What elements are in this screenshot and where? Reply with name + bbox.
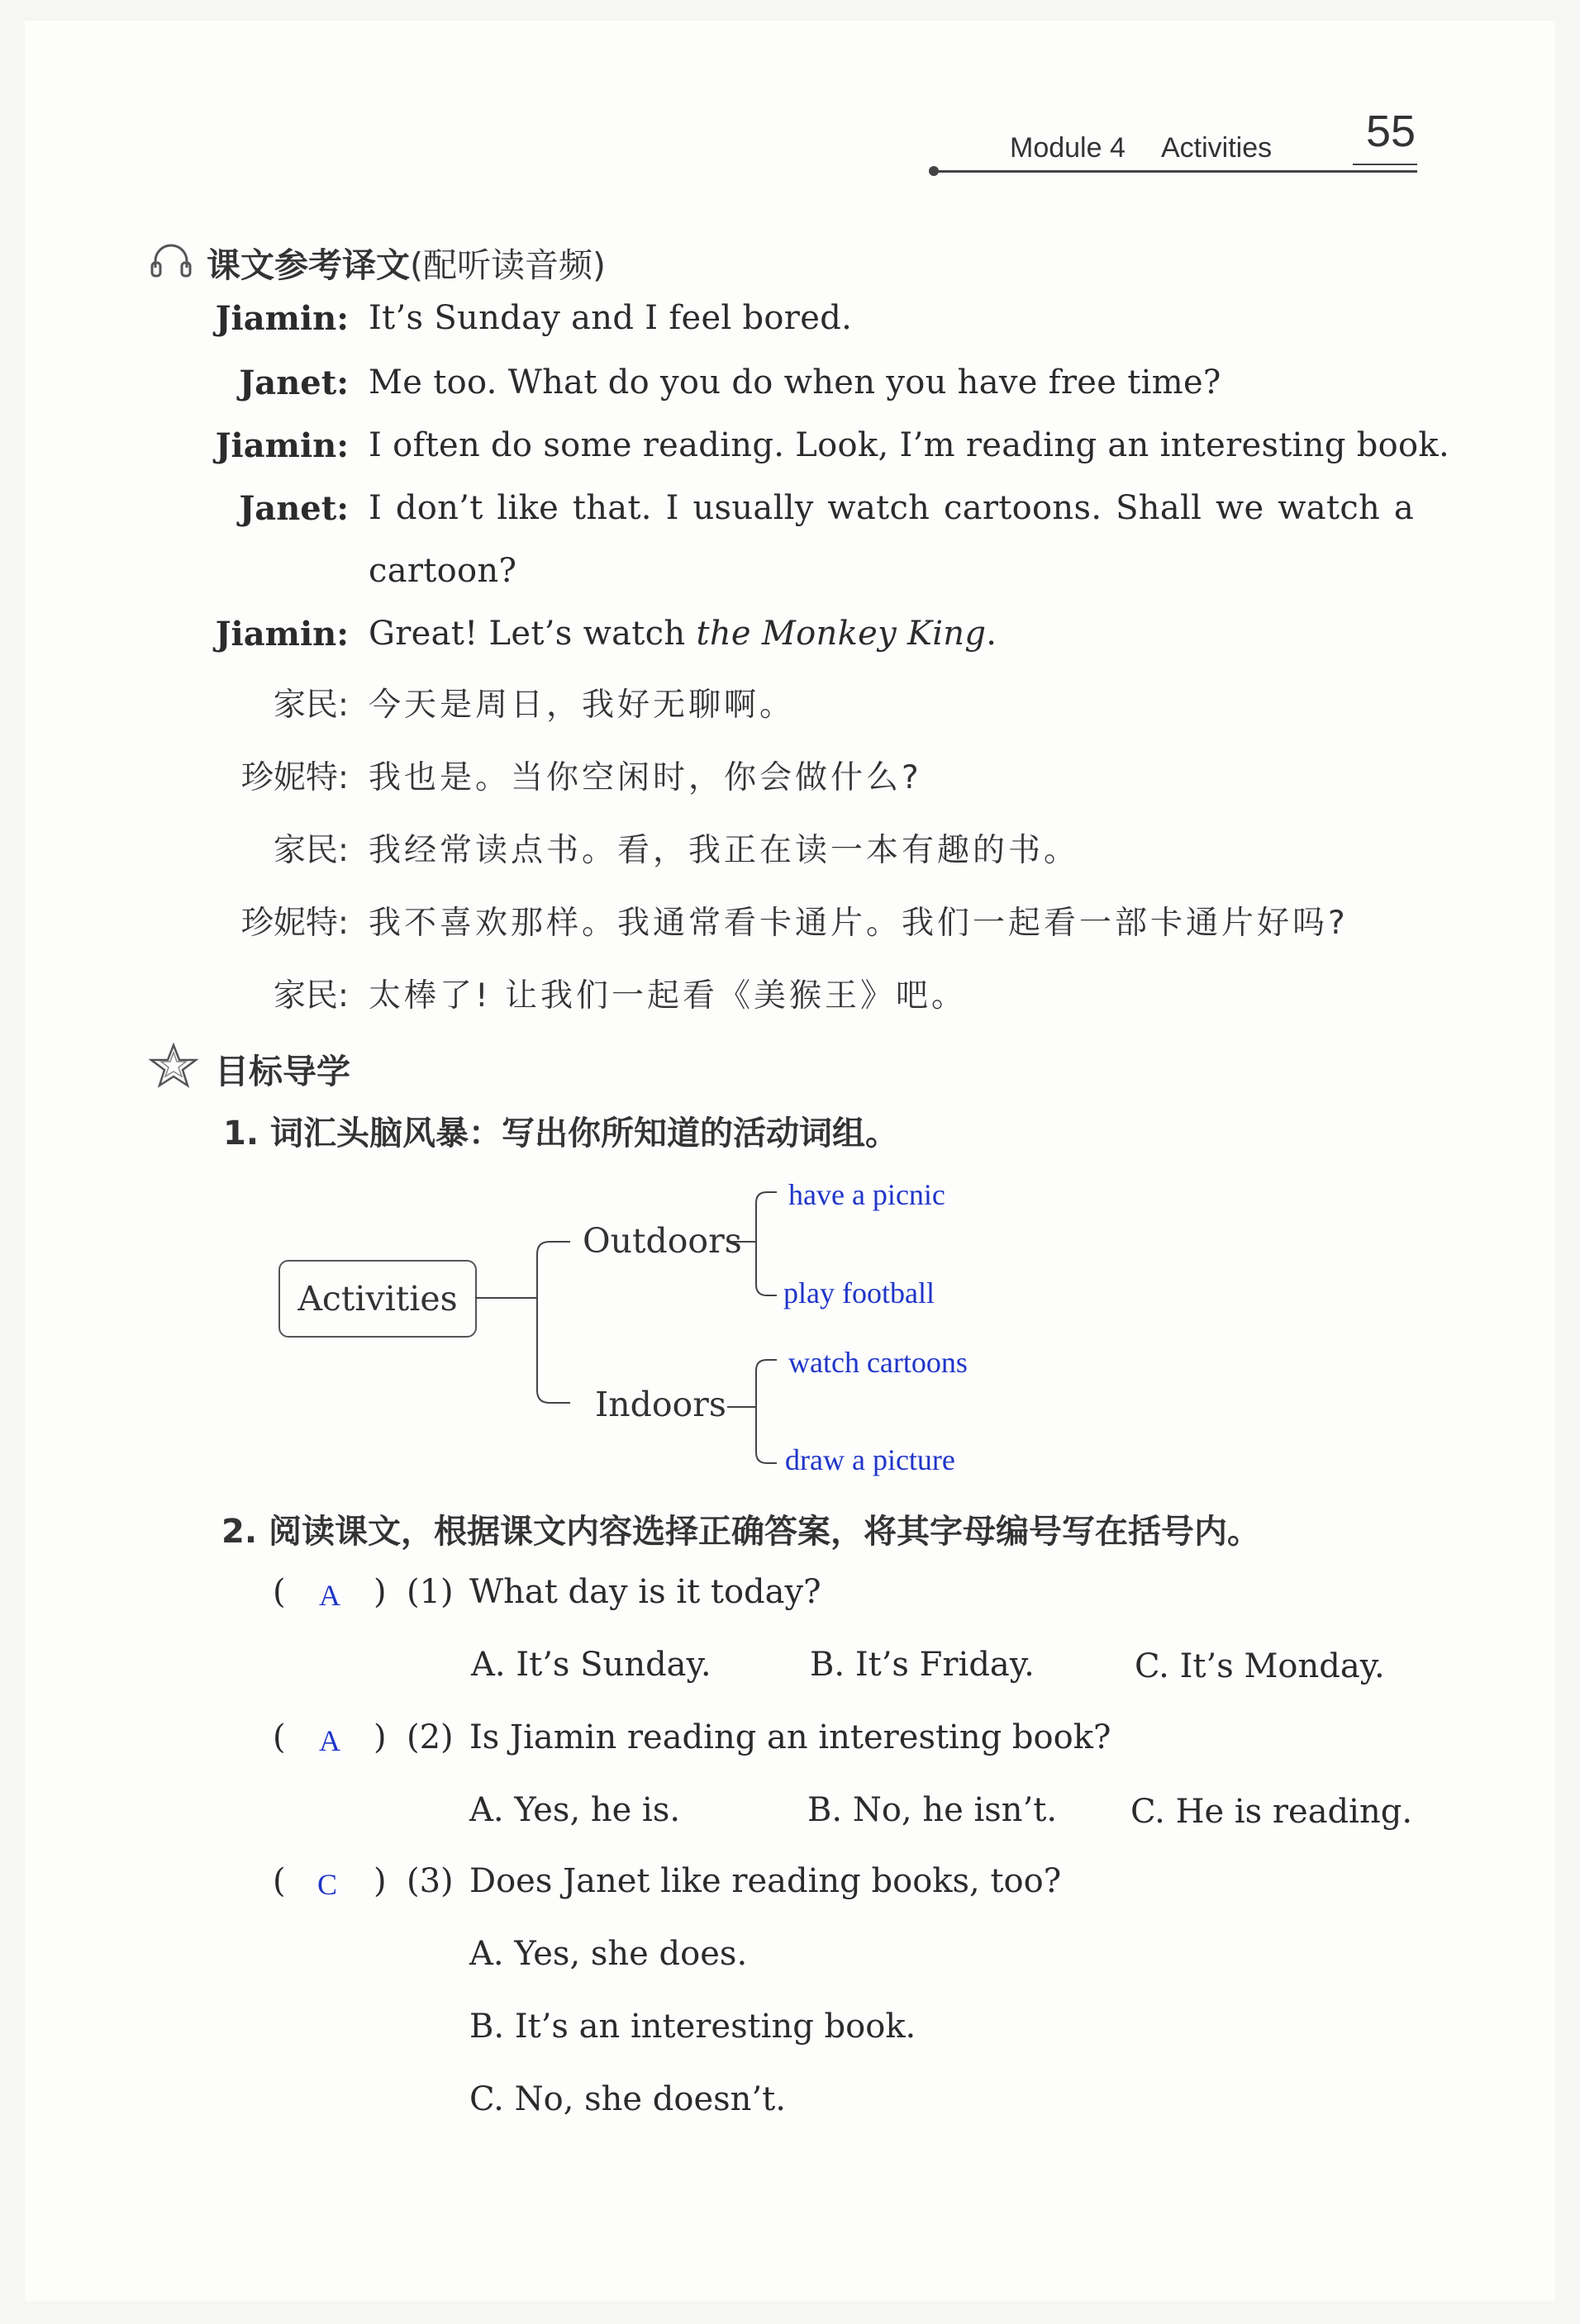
answer-letter: A bbox=[319, 1579, 340, 1612]
option-a: A. Yes, she does. bbox=[469, 1935, 748, 1973]
question-text: Does Janet like reading books, too? bbox=[469, 1862, 1062, 1900]
exercise-1-heading: 1. 词汇头脑风暴：写出你所知道的活动词组。 bbox=[223, 1114, 898, 1152]
dialogue-line-cn: 太棒了! 让我们一起看《美猴王》吧。 bbox=[369, 977, 968, 1015]
answer-have-a-picnic: have a picnic bbox=[788, 1178, 945, 1211]
question-number: (3) bbox=[407, 1862, 454, 1900]
dialogue-line-continued: cartoon? bbox=[369, 552, 517, 590]
dialogue-line: It’s Sunday and I feel bored. bbox=[369, 299, 853, 337]
option-a: A. Yes, he is. bbox=[469, 1791, 681, 1829]
section-label: Activities bbox=[1161, 132, 1273, 164]
dialogue-line: I often do some reading. Look, I’m reading an interesting book. bbox=[369, 426, 1449, 464]
title-monkey-king: the Monkey King bbox=[696, 615, 987, 653]
option-b: B. No, he isn’t. bbox=[807, 1791, 1058, 1829]
option-c: C. He is reading. bbox=[1130, 1793, 1413, 1831]
question-text: What day is it today? bbox=[469, 1573, 821, 1611]
mindmap-branch-outdoors: Outdoors bbox=[583, 1221, 742, 1261]
line-text: Great! Let’s watch bbox=[369, 615, 697, 653]
answer-bracket-close: ) bbox=[374, 1573, 387, 1611]
option-c: C. No, she doesn’t. bbox=[469, 2080, 786, 2118]
option-b: B. It’s an interesting book. bbox=[469, 2008, 916, 2046]
translation-title: 课文参考译文 bbox=[207, 245, 410, 285]
option-c: C. It’s Monday. bbox=[1135, 1647, 1385, 1685]
speaker-janet-cn: 珍妮特: bbox=[240, 759, 349, 796]
answer-watch-cartoons: watch cartoons bbox=[788, 1346, 968, 1379]
speaker-jiamin-cn: 家民: bbox=[273, 977, 349, 1015]
answer-bracket-close: ) bbox=[374, 1862, 387, 1900]
answer-letter: C bbox=[317, 1868, 338, 1901]
audio-note: (配听读音频) bbox=[410, 245, 606, 285]
answer-play-football: play football bbox=[783, 1276, 935, 1309]
speaker-jiamin: Jiamin: bbox=[215, 615, 349, 653]
question-number: (1) bbox=[407, 1573, 454, 1611]
dialogue-line-cn: 我经常读点书。看，我正在读一本有趣的书。 bbox=[369, 832, 1080, 869]
speaker-janet: Janet: bbox=[239, 364, 349, 402]
speaker-janet: Janet: bbox=[239, 489, 349, 528]
speaker-jiamin-cn: 家民: bbox=[273, 687, 349, 724]
mindmap-root-label: Activities bbox=[297, 1279, 458, 1319]
section-title-target: 目标导学 bbox=[215, 1052, 350, 1091]
exercise-2-heading: 2. 阅读课文，根据课文内容选择正确答案，将其字母编号写在括号内。 bbox=[221, 1513, 1260, 1551]
speaker-jiamin-cn: 家民: bbox=[273, 832, 349, 869]
question-text: Is Jiamin reading an interesting book? bbox=[469, 1718, 1111, 1756]
answer-draw-a-picture: draw a picture bbox=[785, 1443, 955, 1476]
speaker-jiamin: Jiamin: bbox=[215, 426, 349, 465]
dialogue-line-cn: 我不喜欢那样。我通常看卡通片。我们一起看一部卡通片好吗? bbox=[369, 905, 1349, 942]
dialogue-line-cn: 我也是。当你空闲时，你会做什么? bbox=[369, 759, 922, 796]
answer-bracket-open: ( bbox=[273, 1862, 286, 1900]
dialogue-line-cn: 今天是周日，我好无聊啊。 bbox=[369, 687, 796, 724]
mindmap-branch-indoors: Indoors bbox=[595, 1385, 726, 1424]
speaker-jiamin: Jiamin: bbox=[215, 299, 349, 338]
dialogue-line: Me too. What do you do when you have free time? bbox=[369, 364, 1221, 402]
dialogue-line: I don’t like that. I usually watch cartoons. Shall we watch a bbox=[369, 489, 1414, 527]
question-number: (2) bbox=[407, 1718, 454, 1756]
answer-bracket-close: ) bbox=[374, 1718, 387, 1756]
line-end: . bbox=[986, 615, 997, 653]
speaker-janet-cn: 珍妮特: bbox=[240, 905, 349, 942]
answer-letter: A bbox=[319, 1724, 340, 1757]
option-b: B. It’s Friday. bbox=[810, 1646, 1035, 1684]
option-a: A. It’s Sunday. bbox=[471, 1646, 711, 1684]
module-label: Module 4 bbox=[1010, 132, 1126, 164]
page-number: 55 bbox=[1366, 107, 1416, 156]
answer-bracket-open: ( bbox=[273, 1718, 286, 1756]
answer-bracket-open: ( bbox=[273, 1573, 286, 1611]
